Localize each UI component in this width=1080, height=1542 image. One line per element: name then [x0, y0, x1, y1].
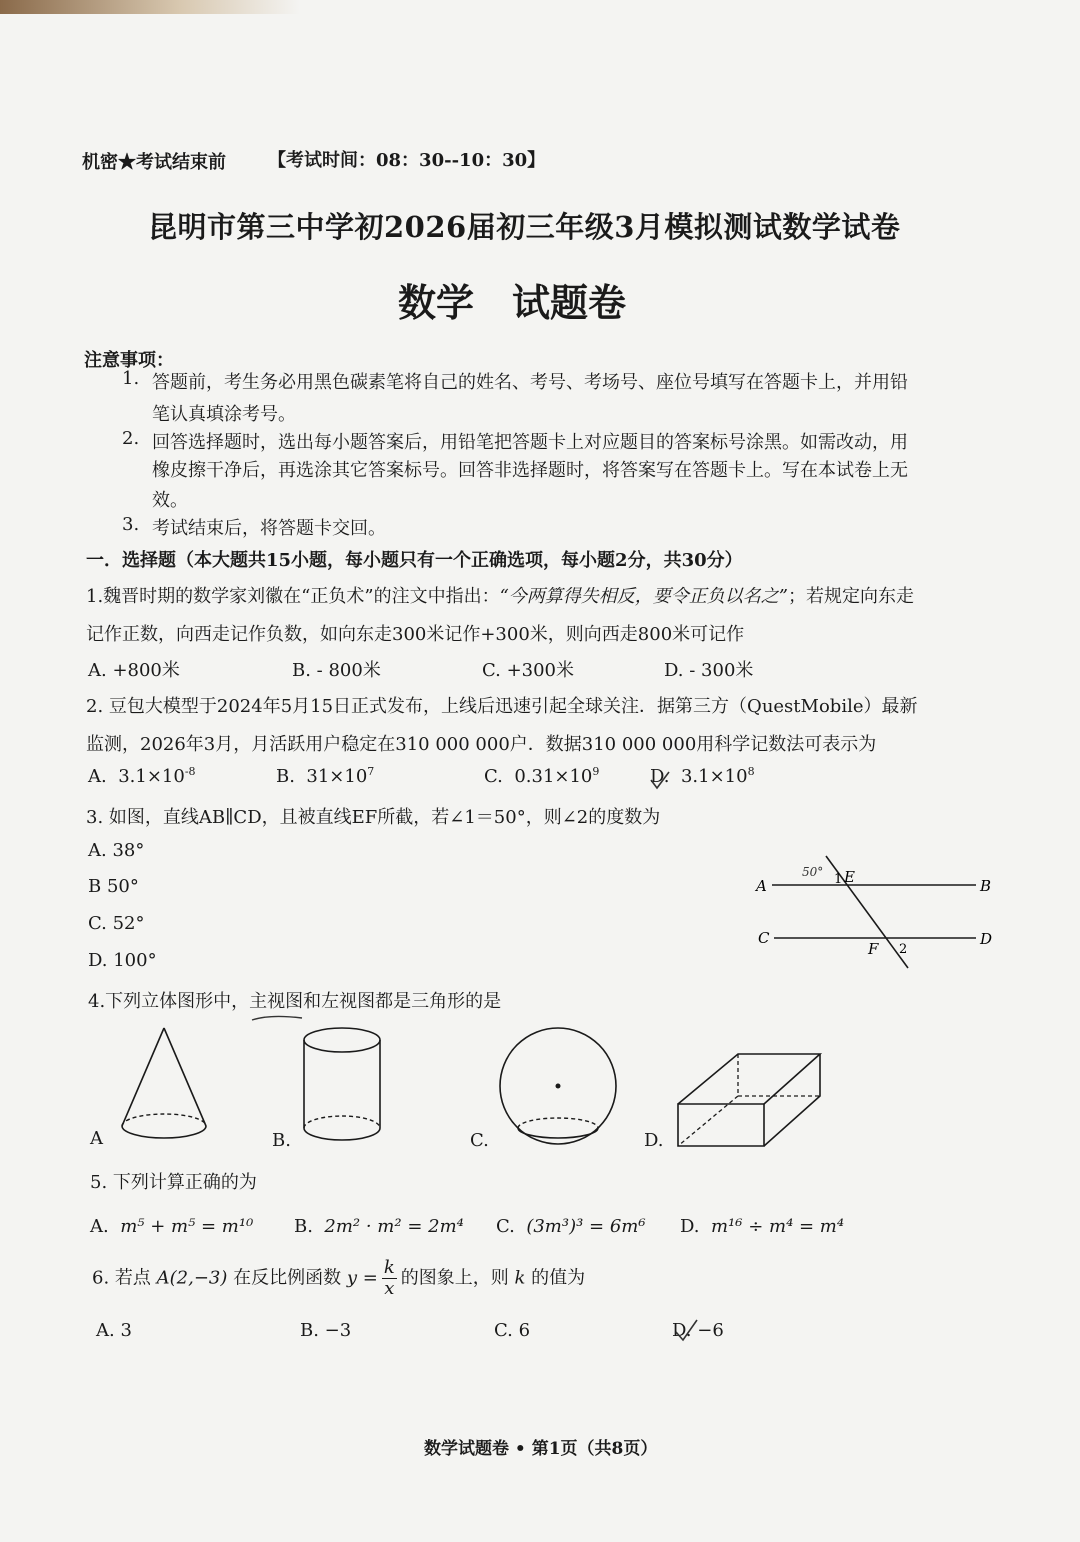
notice-num-1: 1. — [122, 368, 140, 389]
q4-label-b: B. — [272, 1130, 291, 1151]
sphere-shape — [494, 1022, 624, 1152]
label-angle1: 1 — [834, 872, 843, 887]
paper-edge — [0, 0, 300, 14]
q1-option-b: B. - 800米 — [292, 660, 381, 681]
q6-option-d: D. −6 — [672, 1320, 724, 1341]
confidential-label: 机密★考试结束前 — [82, 152, 226, 173]
q2-option-c-label: C. — [484, 766, 503, 787]
q2-option-c-exp: 9 — [592, 765, 600, 778]
q1-option-d: D. - 300米 — [664, 660, 754, 681]
notice-2-line1: 回答选择题时，选出每小题答案后，用铅笔把答题卡上对应题目的答案标号涂黑。如需改动，用 — [152, 432, 908, 453]
q2-option-d-exp: 8 — [747, 765, 755, 778]
q5-option-d — [680, 1216, 844, 1237]
check-mark-icon — [648, 768, 672, 792]
q4-label-d: D. — [644, 1130, 664, 1151]
q6-prefix: 6. 若点 — [92, 1267, 151, 1289]
cuboid-shape — [670, 1046, 830, 1156]
q5-option-c-label: C. — [496, 1216, 515, 1237]
q2-option-b — [276, 766, 374, 787]
q2-option-c — [484, 766, 599, 787]
exam-time: 【考试时间：08：30--10：30】 — [268, 150, 546, 171]
q3-option-a: A. 38° — [88, 840, 145, 861]
q2-option-b-base: 31×10 — [306, 766, 368, 787]
q3-option-c: C. 52° — [88, 913, 145, 934]
notice-3-line1: 考试结束后，将答题卡交回。 — [152, 518, 386, 539]
label-d: D — [980, 930, 993, 948]
q6-line1 — [92, 1258, 585, 1299]
q5-option-d-label: D. — [680, 1216, 700, 1237]
label-c: C — [758, 929, 770, 947]
label-50-note: 50° — [802, 865, 824, 879]
q6-point: A(2,−3) — [156, 1267, 228, 1289]
q5-option-a-label: A. — [90, 1216, 109, 1237]
q6-k: k — [514, 1267, 526, 1289]
cylinder-shape — [298, 1022, 388, 1152]
q2-option-d-label: D. — [650, 766, 670, 787]
q1-line2: 记作正数，向西走记作负数，如向东走300米记作+300米，则向西走800米可记作 — [86, 624, 745, 645]
cone-shape — [110, 1022, 220, 1152]
q4-label-c: C. — [470, 1130, 489, 1151]
notice-2-line2: 橡皮擦干净后，再选涂其它答案标号。回答非选择题时，将答案写在答题卡上。写在本试卷上无 — [152, 460, 908, 481]
q6-fraction — [382, 1258, 397, 1299]
notice-1-line2: 笔认真填涂考号。 — [152, 404, 296, 425]
q1-quote: “今两算得失相反，要令正负以名之” — [499, 586, 788, 607]
q3-option-b: B 50° — [88, 876, 139, 897]
q2-option-d-base: 3.1×10 — [680, 766, 748, 787]
q6-end: 的值为 — [531, 1267, 586, 1289]
q6-numerator: k — [383, 1257, 395, 1278]
label-b: B — [980, 877, 992, 895]
label-a: A — [756, 877, 767, 895]
q2-option-a-label: A. — [88, 766, 107, 787]
exam-title: 昆明市第三中学初2026届初三年级3月模拟测试数学试卷 — [148, 210, 901, 244]
q5-option-a-expr: m⁵ + m⁵ = m¹⁰ — [120, 1216, 254, 1237]
notice-heading: 注意事项： — [84, 350, 174, 371]
q1-option-a: A. +800米 — [88, 660, 180, 681]
q5-option-b — [294, 1216, 464, 1237]
q1-line1 — [86, 582, 914, 608]
q5-option-b-expr: 2m² · m² = 2m⁴ — [324, 1216, 464, 1237]
q3-option-d: D. 100° — [88, 950, 157, 971]
q6-suffix: 的图象上，则 — [400, 1267, 509, 1289]
q4-label-a: A — [90, 1128, 103, 1149]
exam-subtitle: 数学 试题卷 — [398, 280, 627, 325]
q4-line1: 4.下列立体图形中，主视图和左视图都是三角形的是 — [88, 991, 502, 1012]
q6-option-c: C. 6 — [494, 1320, 531, 1341]
label-f: F — [868, 940, 879, 958]
q2-line1: 2. 豆包大模型于2024年5月15日正式发布，上线后迅速引起全球关注．据第三方（QuestMobile）最新 — [86, 696, 918, 717]
q1-line1-b: ；若规定向东走 — [787, 586, 914, 607]
q5-option-c — [496, 1216, 646, 1237]
q5-option-b-label: B. — [294, 1216, 313, 1237]
notice-1-line1: 答题前，考生务必用黑色碳素笔将自己的姓名、考号、考场号、座位号填写在答题卡上，并用铅 — [152, 372, 908, 393]
parallel-lines-figure — [748, 850, 998, 975]
q1-option-c: C. +300米 — [482, 660, 575, 681]
q6-option-b: B. −3 — [300, 1320, 352, 1341]
q2-option-a — [88, 766, 196, 787]
q3-line1: 3. 如图，直线AB∥CD，且被直线EF所截，若∠1＝50°，则∠2的度数为 — [86, 807, 661, 828]
q6-option-a: A. 3 — [96, 1320, 132, 1341]
check-mark-icon — [672, 1318, 700, 1344]
q5-option-d-expr: m¹⁶ ÷ m⁴ = m⁴ — [710, 1216, 845, 1237]
q2-option-b-label: B. — [276, 766, 295, 787]
q1-line1-a: 1.魏晋时期的数学家刘徽在“正负术”的注文中指出： — [86, 586, 500, 607]
q2-option-b-exp: 7 — [367, 765, 375, 778]
q5-option-a — [90, 1216, 253, 1237]
q2-option-c-base: 0.31×10 — [514, 766, 593, 787]
label-angle2: 2 — [899, 942, 908, 957]
q2-line2: 监测，2026年3月，月活跃用户稳定在310 000 000户．数据310 000 000用科学记数法可表示为 — [86, 734, 877, 755]
q2-option-a-base: 3.1×10 — [118, 766, 185, 787]
page-footer: 数学试题卷 • 第1页（共8页） — [424, 1439, 658, 1459]
notice-num-3: 3. — [122, 514, 140, 535]
q6-fx: y = — [346, 1267, 378, 1289]
q5-option-c-expr: (3m³)³ = 6m⁶ — [526, 1216, 646, 1237]
notice-2-line3: 效。 — [152, 490, 188, 511]
q6-denominator: x — [384, 1278, 395, 1299]
q5-line1: 5. 下列计算正确的为 — [90, 1172, 257, 1193]
label-e: E — [844, 868, 855, 886]
q2-option-a-exp: -8 — [184, 765, 196, 778]
notice-num-2: 2. — [122, 428, 140, 449]
q6-mid: 在反比例函数 — [233, 1267, 342, 1289]
section-one-heading: 一．选择题（本大题共15小题，每小题只有一个正确选项，每小题2分，共30分） — [86, 550, 743, 571]
